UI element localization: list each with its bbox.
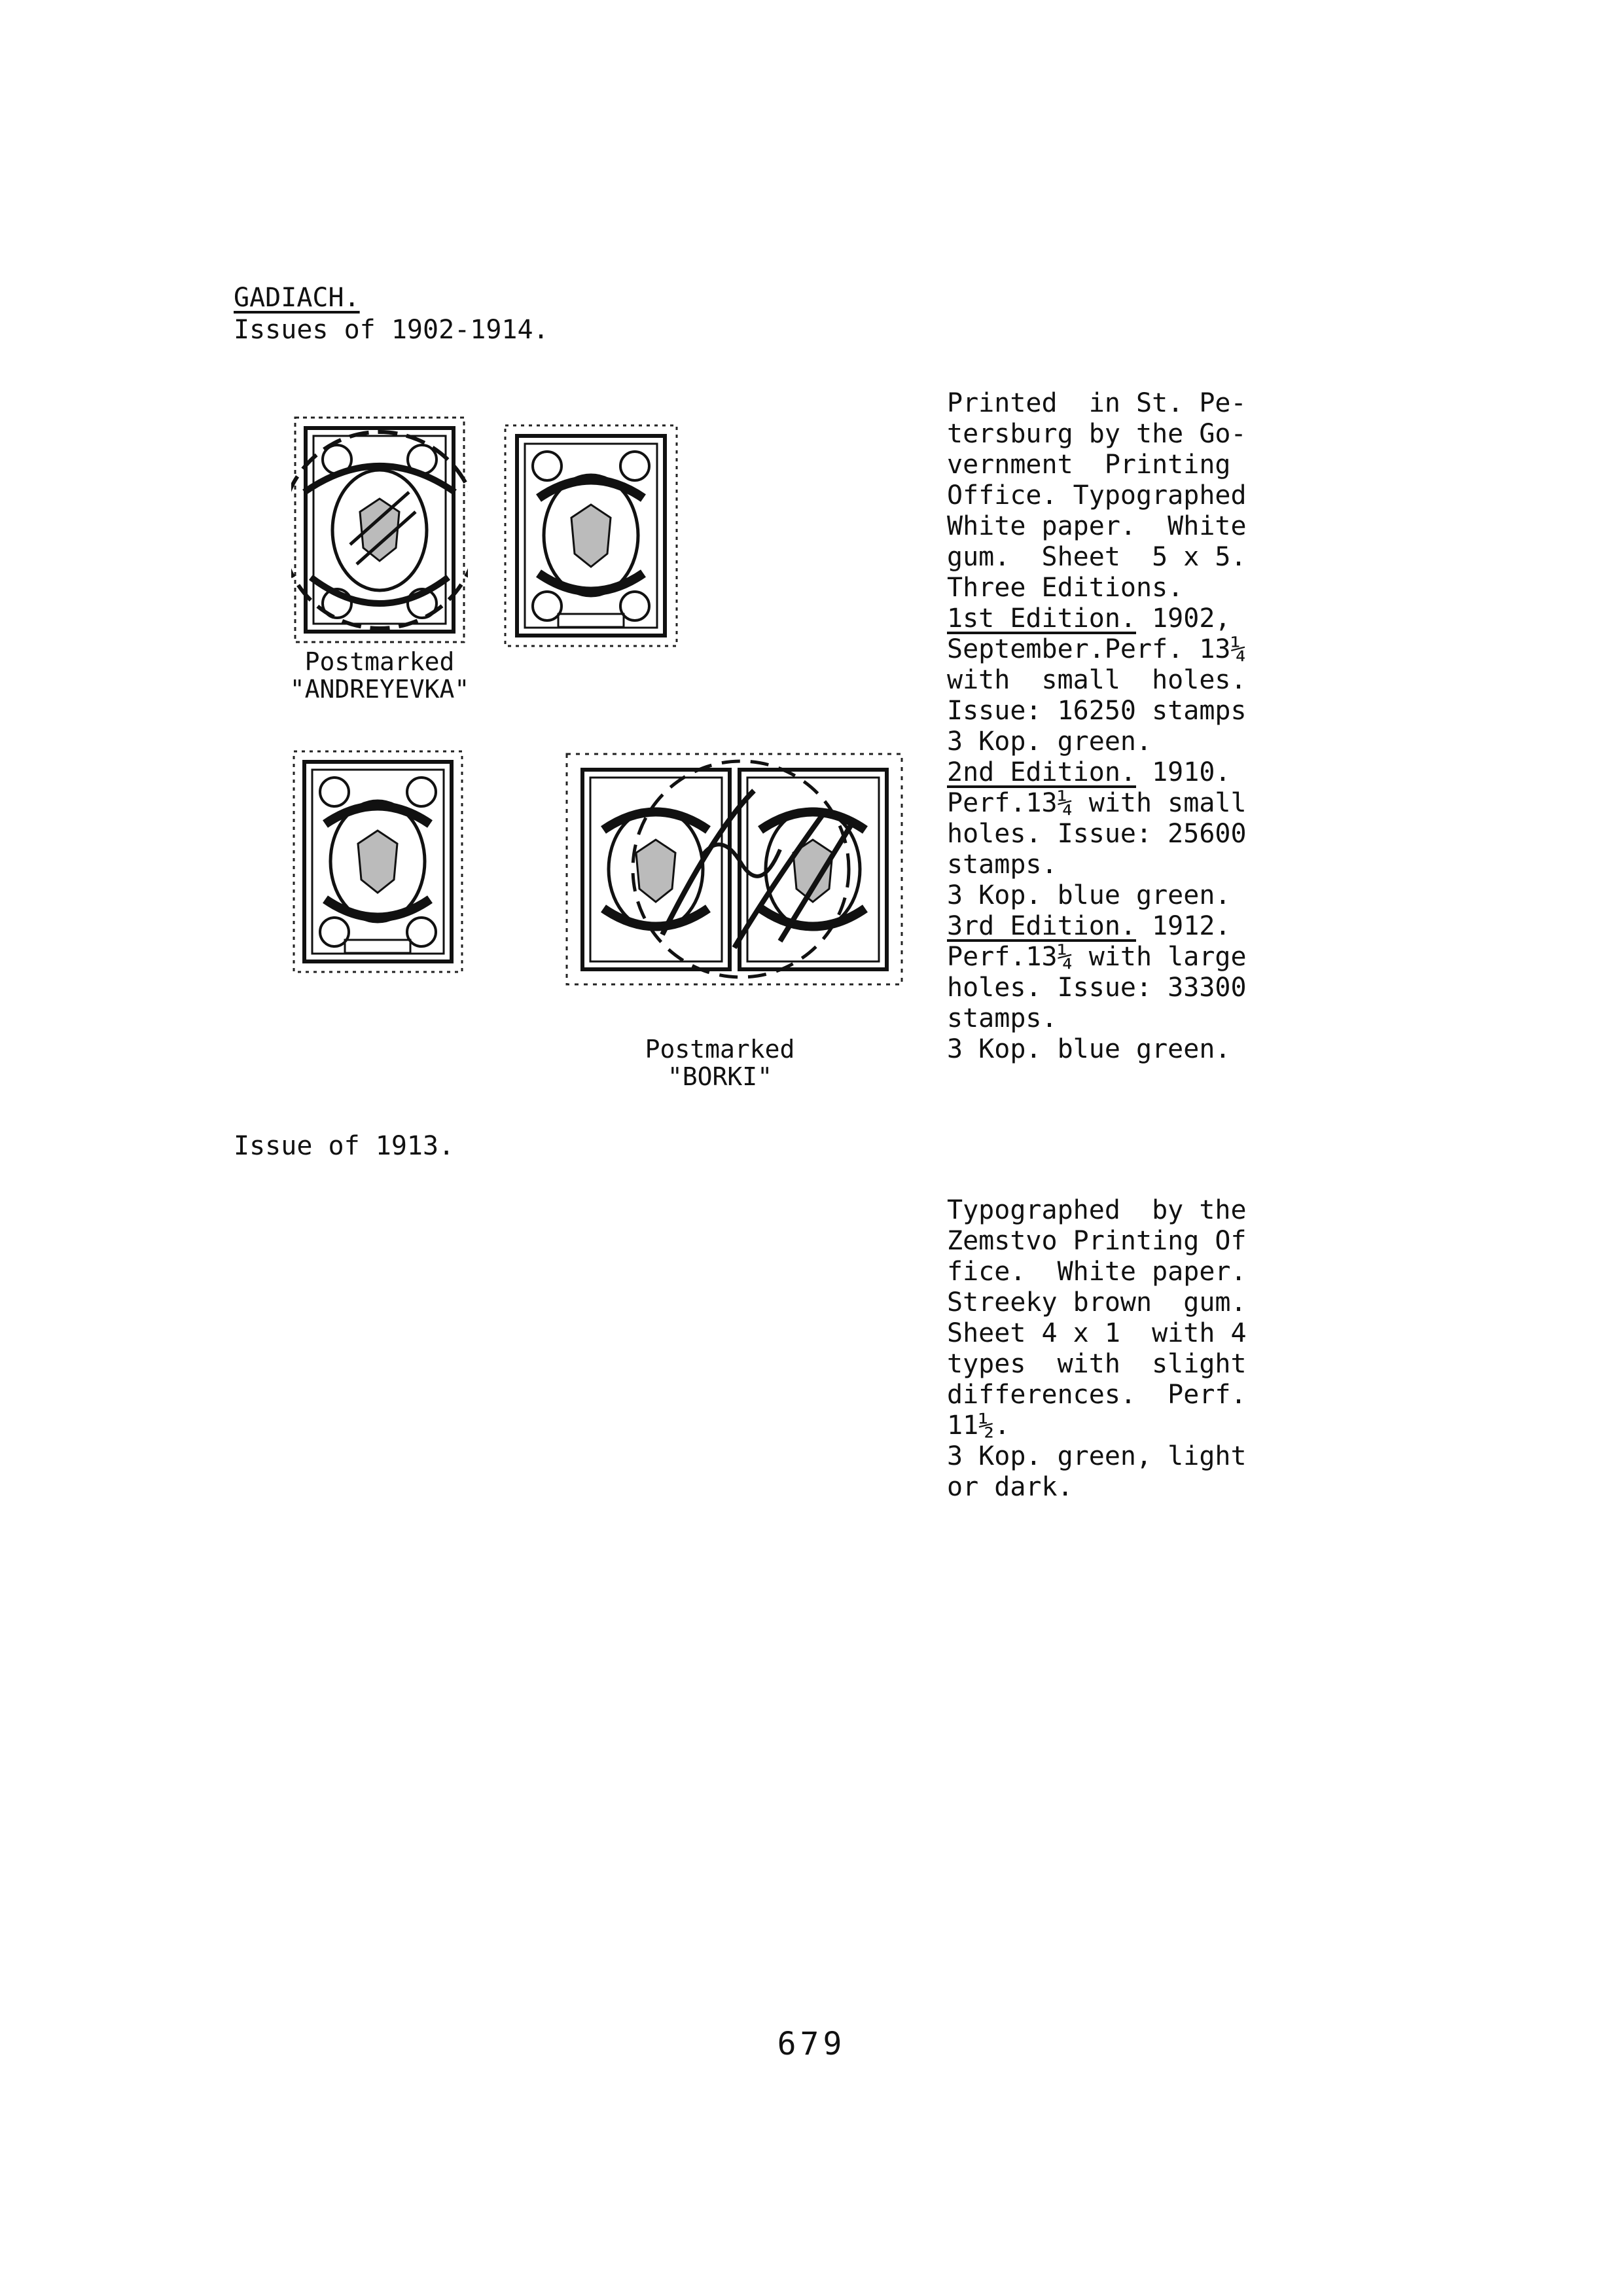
text-line: 3 Kop. green. bbox=[947, 726, 1152, 757]
text-line: gum. Sheet 5 x 5. bbox=[947, 542, 1247, 572]
edition-label: 2nd Edition. bbox=[947, 757, 1136, 787]
text-line: Sheet 4 x 1 with 4 bbox=[947, 1318, 1247, 1348]
text-line: holes. Issue: 25600 bbox=[947, 819, 1247, 849]
text-line: Printed in St. Pe- bbox=[947, 388, 1247, 418]
edition-year: 1912. bbox=[1135, 911, 1231, 941]
edition-year: 1902, bbox=[1135, 603, 1231, 634]
text-line: tersburg by the Go- bbox=[947, 419, 1247, 449]
caption-andreyevka-line1: Postmarked bbox=[304, 647, 455, 676]
text-line: 3 Kop. blue green. bbox=[947, 880, 1231, 910]
text-line: or dark. bbox=[947, 1472, 1073, 1502]
text-line: Perf.13¼ with large bbox=[947, 942, 1247, 972]
text-line: with small holes. bbox=[947, 665, 1247, 695]
caption-borki-line2: "BORKI" bbox=[667, 1062, 773, 1091]
text-line: September.Perf. 13¼ bbox=[947, 634, 1247, 664]
issue-1913-heading: Issue of 1913. bbox=[234, 1131, 455, 1161]
text-line: Zemstvo Printing Of bbox=[947, 1226, 1247, 1256]
section-title: GADIACH. bbox=[234, 283, 360, 313]
section-subtitle: Issues of 1902-1914. bbox=[234, 315, 549, 345]
text-line: stamps. bbox=[947, 1003, 1058, 1033]
text-line: White paper. White bbox=[947, 511, 1247, 541]
stamp-andreyevka-image bbox=[291, 414, 468, 646]
stamp-pair-borki-image bbox=[564, 751, 904, 987]
text-line: types with slight bbox=[947, 1349, 1247, 1379]
text-line: Streeky brown gum. bbox=[947, 1287, 1247, 1318]
text-line: differences. Perf. bbox=[947, 1380, 1247, 1410]
edition-heading bbox=[947, 603, 1313, 634]
text-line: Office. Typographed bbox=[947, 480, 1247, 511]
issue-1902-description bbox=[947, 388, 1313, 1065]
text-line: holes. Issue: 33300 bbox=[947, 973, 1247, 1003]
text-line: stamps. bbox=[947, 850, 1058, 880]
text-line: 3 Kop. blue green. bbox=[947, 1034, 1231, 1064]
text-line: 3 Kop. green, light bbox=[947, 1441, 1247, 1471]
edition-heading bbox=[947, 911, 1313, 942]
stamp-unused-image bbox=[503, 423, 679, 649]
edition-label: 1st Edition. bbox=[947, 603, 1136, 634]
edition-year: 1910. bbox=[1135, 757, 1231, 787]
edition-heading bbox=[947, 757, 1313, 788]
text-line: fice. White paper. bbox=[947, 1257, 1247, 1287]
caption-borki-line1: Postmarked bbox=[645, 1035, 795, 1064]
text-line: Perf.13¼ with small bbox=[947, 788, 1247, 818]
text-line: vernment Printing bbox=[947, 450, 1231, 480]
issue-1913-description bbox=[947, 1195, 1313, 1503]
caption-andreyevka-line2: "ANDREYEVKA" bbox=[289, 675, 470, 704]
stamp-unused-2-image bbox=[291, 749, 465, 975]
page-number: 679 bbox=[777, 2026, 846, 2062]
text-line: Three Editions. bbox=[947, 573, 1184, 603]
edition-label: 3rd Edition. bbox=[947, 911, 1136, 941]
text-line: Issue: 16250 stamps bbox=[947, 696, 1247, 726]
text-line: 11½. bbox=[947, 1410, 1010, 1441]
text-line: Typographed by the bbox=[947, 1195, 1247, 1225]
